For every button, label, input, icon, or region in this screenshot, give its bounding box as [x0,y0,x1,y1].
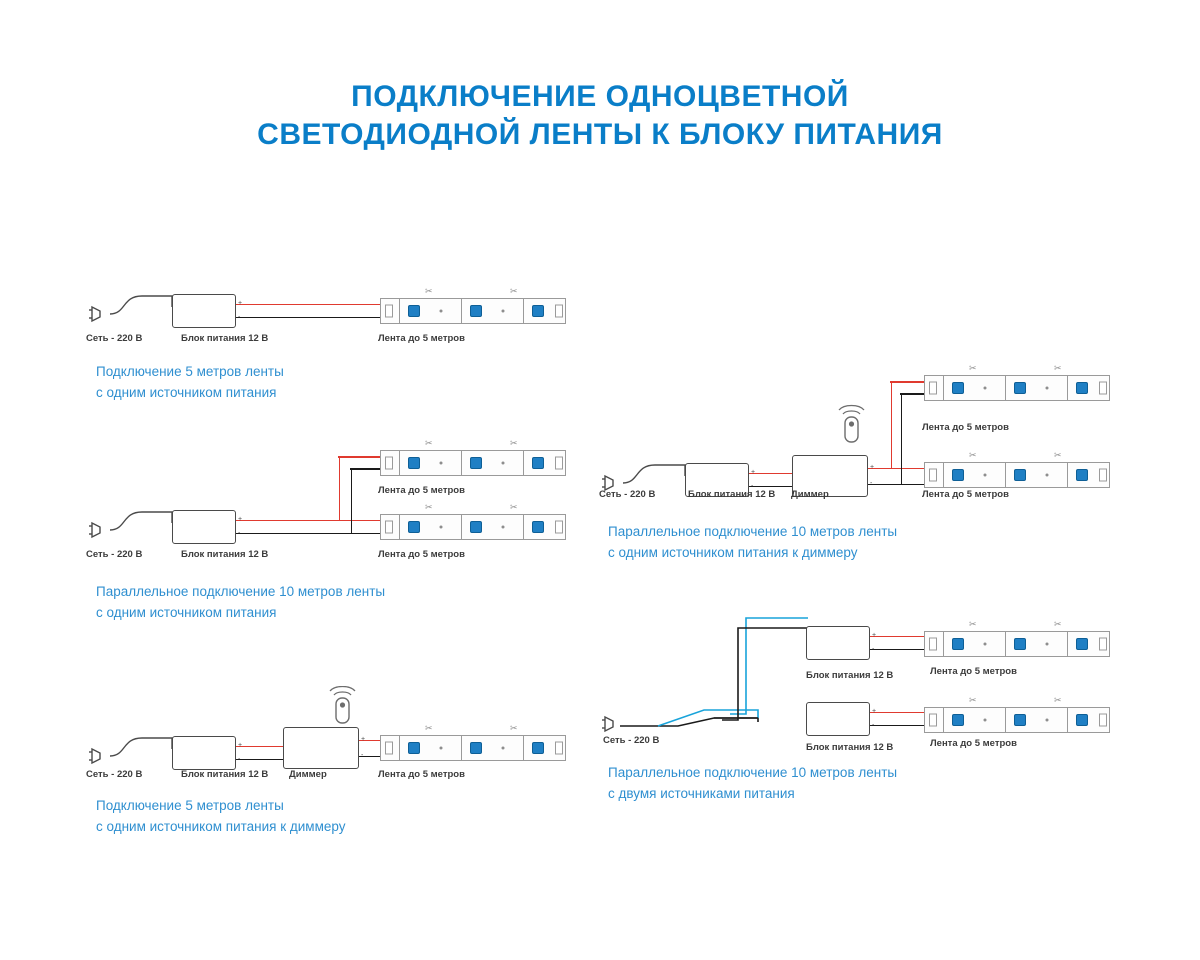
wire-red-riser [891,382,893,469]
dimmer-terminal-minus: - [870,480,873,487]
label-mains: Сеть - 220 В [86,549,143,560]
strip-pad [1099,714,1107,727]
label-psu-bottom: Блок питания 12 В [806,742,894,753]
psu-terminal-minus: - [751,483,754,490]
strip-cut-seg [381,299,524,323]
scissors-icon: ✂ [969,450,977,460]
label-psu: Блок питания 12 В [688,489,776,500]
psu-terminal-plus: + [238,516,243,523]
strip-pad [1099,382,1107,395]
led-strip-bottom [924,707,1110,733]
scissors-icon: ✂ [1054,619,1062,629]
scissors-icon: ✂ [425,723,433,733]
scissors-icon: ✂ [969,363,977,373]
strip-cut-seg [381,736,524,760]
label-psu: Блок питания 12 В [181,769,269,780]
wire-black-top [870,649,926,651]
mains-cord [108,509,178,541]
strip-cut-seg [925,708,1068,732]
dimmer-terminal-plus: + [870,464,875,471]
scissors-icon: ✂ [1054,363,1062,373]
wire-black-top [350,468,382,470]
led-strip-top [924,631,1110,657]
wire-red [236,746,284,748]
strip-cut-seg [381,515,524,539]
wire-black [236,533,352,535]
led-strip-bottom [380,514,566,540]
psu-terminal-plus: + [751,469,756,476]
wire-black [236,317,380,319]
label-psu-top: Блок питания 12 В [806,670,894,681]
label-dimmer: Диммер [289,769,327,780]
label-strip: Лента до 5 метров [378,333,465,344]
wire-black-riser [351,469,353,534]
page-title-line-2: СВЕТОДИОДНОЙ ЛЕНТЫ К БЛОКУ ПИТАНИЯ [257,118,943,151]
label-strip-bottom: Лента до 5 метров [378,549,465,560]
psu-block [172,294,236,328]
wire-red-bottom [870,712,926,714]
scissors-icon: ✂ [1054,695,1062,705]
mains-cord [108,293,178,325]
wire-black-bottom [350,533,382,535]
psu-bottom-terminal-plus: + [872,708,877,715]
label-strip-top: Лента до 5 метров [930,666,1017,677]
label-strip-top: Лента до 5 метров [922,422,1009,433]
strip-pad [555,457,563,470]
strip-led [532,521,544,533]
strip-pad [555,305,563,318]
led-strip-bottom [924,462,1110,488]
scissors-icon: ✂ [510,502,518,512]
wire-red-top [890,381,926,383]
psu-block-bottom [806,702,870,736]
strip-led [532,457,544,469]
label-dimmer: Диммер [791,489,829,500]
wire-black [236,759,284,761]
scissors-icon: ✂ [425,286,433,296]
mains-plug-icon [88,519,114,541]
strip-led [1076,714,1088,726]
wire-red [749,473,793,475]
scissors-icon: ✂ [969,619,977,629]
wire-red-top [870,636,926,638]
label-strip-top: Лента до 5 метров [378,485,465,496]
strip-pad [1099,638,1107,651]
strip-cut-seg [925,632,1068,656]
scheme-3-caption-line-2: с одним источником питания к диммеру [96,819,346,834]
label-strip-bottom: Лента до 5 метров [922,489,1009,500]
psu-top-terminal-minus: - [872,646,875,653]
psu-top-terminal-plus: + [872,632,877,639]
wire-black [868,484,902,486]
scheme-2-caption-line-1: Параллельное подключение 10 метров ленты [96,584,386,599]
strip-led [1076,382,1088,394]
remote-control-icon [834,403,868,445]
wire-black-bottom [870,725,926,727]
scheme-2-caption-line-2: с одним источником питания [96,605,277,620]
led-strip [380,735,566,761]
wire-red-bottom [338,520,382,522]
label-strip: Лента до 5 метров [378,769,465,780]
psu-terminal-plus: + [238,742,243,749]
label-psu: Блок питания 12 В [181,549,269,560]
scissors-icon: ✂ [510,723,518,733]
mains-plug-icon [601,713,627,735]
page-title-line-1: ПОДКЛЮЧЕНИЕ ОДНОЦВЕТНОЙ [351,80,849,113]
psu-block [172,736,236,770]
strip-led [1076,469,1088,481]
led-strip-top [924,375,1110,401]
scheme-1-caption-line-1: Подключение 5 метров ленты [96,364,284,379]
label-strip-bottom: Лента до 5 метров [930,738,1017,749]
mains-plug-icon [88,745,114,767]
wire-black [749,486,793,488]
scissors-icon: ✂ [425,502,433,512]
wire-red-top [338,456,382,458]
scheme-5-caption-line-2: с двумя источниками питания [608,786,795,801]
scheme-1-caption-line-2: с одним источником питания [96,385,277,400]
label-mains: Сеть - 220 В [86,333,143,344]
label-mains: Сеть - 220 В [603,735,660,746]
scissors-icon: ✂ [1054,450,1062,460]
psu-block-top [806,626,870,660]
scissors-icon: ✂ [510,438,518,448]
strip-pad [555,742,563,755]
dimmer-block [283,727,359,769]
mains-split-cord [618,614,818,740]
strip-cut-seg [381,451,524,475]
psu-terminal-minus: - [238,530,241,537]
strip-led [1076,638,1088,650]
label-psu: Блок питания 12 В [181,333,269,344]
psu-bottom-terminal-minus: - [872,722,875,729]
strip-pad [555,521,563,534]
scheme-4-caption-line-2: с одним источником питания к диммеру [608,545,858,560]
wire-red-riser [339,457,341,521]
wire-red [236,520,340,522]
scheme-3-caption-line-1: Подключение 5 метров ленты [96,798,284,813]
scheme-5-caption-line-1: Параллельное подключение 10 метров ленты [608,765,898,780]
scissors-icon: ✂ [425,438,433,448]
wire-red-bottom [890,468,926,470]
led-strip [380,298,566,324]
dimmer-terminal-minus: - [361,752,364,759]
wire-black-top [900,393,926,395]
led-strip-top [380,450,566,476]
wire-black-riser [901,394,903,485]
label-mains: Сеть - 220 В [599,489,656,500]
label-mains: Сеть - 220 В [86,769,143,780]
scheme-4-caption-line-1: Параллельное подключение 10 метров ленты [608,524,898,539]
scissors-icon: ✂ [969,695,977,705]
scissors-icon: ✂ [510,286,518,296]
mains-plug-icon [88,303,114,325]
dimmer-terminal-plus: + [361,736,366,743]
psu-block [172,510,236,544]
mains-cord [108,735,178,767]
strip-cut-seg [925,463,1068,487]
wire-red [236,304,380,306]
psu-terminal-plus: + [238,300,243,307]
psu-terminal-minus: - [238,314,241,321]
wire-black-bottom [900,484,926,486]
psu-terminal-minus: - [238,756,241,763]
strip-led [532,305,544,317]
strip-pad [1099,469,1107,482]
strip-cut-seg [925,376,1068,400]
remote-control-icon [325,686,359,726]
strip-led [532,742,544,754]
page-title [0,78,1200,154]
